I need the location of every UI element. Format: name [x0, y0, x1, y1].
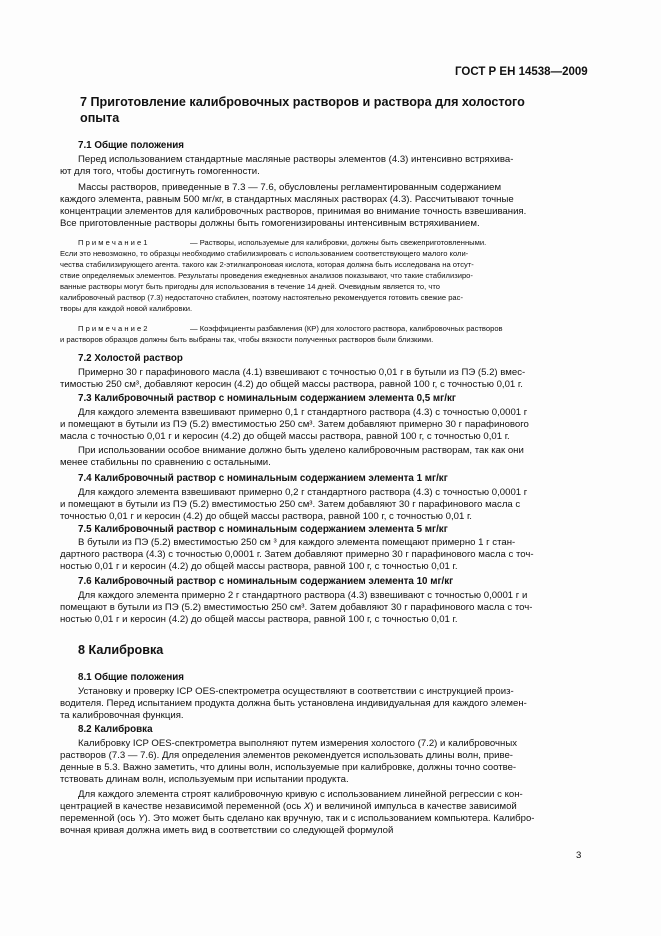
note-1-label: П р и м е ч а н и е 1: [78, 238, 148, 247]
note-2-label: П р и м е ч а н и е 2: [78, 324, 148, 333]
paragraph-line: вочная кривая должна иметь вид в соответствии со следующей формулой: [60, 825, 394, 836]
heading-7-1: 7.1 Общие положения: [78, 140, 185, 151]
heading-7-4: 7.4 Калибровочный раствор с номинальным содержанием элемента 1 мг/кг: [78, 473, 448, 484]
standard-id: ГОСТ Р ЕН 14538—2009: [455, 66, 588, 78]
paragraph-line: Для каждого элемента примерно 2 г стандартного раствора (4.3) взвешивают с точностью 0,0001 г и: [78, 590, 528, 601]
heading-8-2: 8.2 Калибровка: [78, 724, 153, 735]
heading-7-5: 7.5 Калибровочный раствор с номинальным содержанием элемента 5 мг/кг: [78, 524, 448, 535]
heading-8-1: 8.1 Общие положения: [78, 672, 185, 683]
paragraph-line: [60, 813, 535, 825]
paragraph-line: Все приготовленные растворы должны быть гомогенизированы интенсивным встряхиванием.: [60, 218, 480, 229]
section-7-title-line2: опыта: [80, 111, 120, 125]
text-run: ) и величиной импульса в качестве зависимой: [310, 801, 517, 812]
text-run: ). Это может быть сделано как вручную, так и с использованием компьютера. Калибро-: [144, 813, 535, 824]
axis-x-symbol: X: [303, 801, 311, 812]
paragraph-line: Массы растворов, приведенные в 7.3 — 7.6, обусловлены регламентированным содержанием: [78, 182, 502, 193]
heading-7-3: 7.3 Калибровочный раствор с номинальным содержанием элемента 0,5 мг/кг: [78, 393, 456, 404]
paragraph-line: водителя. Перед испытанием продукта должна быть установлена индивидуальная для каждого элемен-: [60, 698, 527, 709]
paragraph-line: каждого элемента, равным 500 мг/кг, в стандартных масляных растворах (4.3). Рассчитывают точные: [60, 194, 514, 205]
note-line: ванные растворы могут быть пригодны для использования в течение 14 дней. Очевидным является то, что: [60, 282, 440, 291]
note-line: Если это невозможно, то образцы необходимо стабилизировать с использованием соответствующего малого коли-: [60, 249, 469, 258]
axis-y-symbol: Y: [138, 813, 145, 824]
paragraph-line: тствовать длинам волн, используемым при испытании продукта.: [60, 774, 349, 785]
paragraph-line: ностью 0,01 г и керосин (4.2) до общей массы раствора, равной 100 г, с точностью 0,01 г.: [60, 614, 458, 625]
paragraph-line: Для каждого элемента взвешивают примерно 0,2 г стандартного раствора (4.3) с точностью 0,0001 г: [78, 487, 528, 498]
heading-7-2: 7.2 Холостой раствор: [78, 353, 183, 364]
text-run: центрацией в качестве независимой переменной (ось: [60, 801, 304, 812]
paragraph-line: ностью 0,01 г и керосин (4.2) до общей массы раствора, равной 100 г, с точностью 0,01 г.: [60, 561, 458, 572]
paragraph-line: точностью 0,01 г и керосин (4.2) до общей массы раствора, равной 100 г, с точностью 0,01 г.: [60, 511, 472, 522]
paragraph-line: Перед использованием стандартные масляные растворы элементов (4.3) интенсивно встряхива-: [78, 154, 514, 165]
paragraph-line: Для каждого элемента строят калибровочную кривую с использованием линейной регрессии с кон-: [78, 789, 523, 800]
note-line: — Коэффициенты разбавления (КР) для холостого раствора, калибровочных растворов: [190, 324, 503, 333]
note-line: — Растворы, используемые для калибровки, должны быть свежеприготовленными.: [190, 238, 487, 247]
paragraph-line: менее стабильны по сравнению с остальными.: [60, 457, 271, 468]
paragraph-line: и помещают в бутыли из ПЭ (5.2) вместимостью 250 см³. Затем добавляют 30 г парафинового масла с: [60, 499, 521, 510]
paragraph-line: дартного раствора (4.3) с точностью 0,0001 г. Затем добавляют примерно 30 г парафинового масла с точ-: [60, 549, 534, 560]
section-7-title-line1: 7 Приготовление калибровочных растворов и раствора для холостого: [80, 95, 525, 109]
note-line: творы для каждой новой калибровки.: [60, 304, 193, 313]
paragraph-line: Примерно 30 г парафинового масла (4.1) взвешивают с точностью 0,01 г в бутыли из ПЭ (5.2) вмес-: [78, 367, 526, 378]
paragraph-line: В бутыли из ПЭ (5.2) вместимостью 250 см ³ для каждого элемента помещают примерно 1 г стан-: [78, 537, 516, 548]
page-number: 3: [576, 850, 582, 861]
paragraph-line: При использовании особое внимание должно быть уделено калибровочным растворам, так как они: [78, 445, 524, 456]
note-line: и растворов образцов должны быть выбраны так, чтобы вязкости полученных растворов были близкими.: [60, 335, 434, 344]
paragraph-line: Установку и проверку ICP OES-спектрометра осуществляют в соответствии с инструкцией произ-: [78, 686, 514, 697]
paragraph-line: денные в 5.3. Важно заметить, что длины волн, используемые при калибровке, должны точно соотве-: [60, 762, 517, 773]
note-line: калибровочный раствор (7.3) недостаточно стабилен, поэтому настоятельно рекомендуется готовить свежие рас-: [60, 293, 463, 302]
section-8-title: 8 Калибровка: [78, 643, 164, 657]
heading-7-6: 7.6 Калибровочный раствор с номинальным содержанием элемента 10 мг/кг: [78, 576, 454, 587]
paragraph-line: Для каждого элемента взвешивают примерно 0,1 г стандартного раствора (4.3) с точностью 0,0001 г: [78, 407, 528, 418]
paragraph-line: та калибровочная функция.: [60, 710, 184, 721]
note-line: чества стабилизирующего агента. такого как 2-этилкапроновая кислота, которая должна быть исследована на отсут-: [60, 260, 474, 269]
paragraph-line: [60, 801, 517, 813]
paragraph-line: масла с точностью 0,01 г и керосин (4.2) до общей массы раствора, равной 100 г, с точностью 0,01 г.: [60, 431, 510, 442]
paragraph-line: и помещают в бутыли из ПЭ (5.2) вместимостью 250 см³. Затем добавляют примерно 30 г парафинового: [60, 419, 529, 430]
paragraph-line: помещают в бутыли из ПЭ (5.2) вместимостью 250 см³. Затем добавляют 30 г парафинового масла с точ-: [60, 602, 533, 613]
paragraph-line: Калибровку ICP OES-спектрометра выполняют путем измерения холостого (7.2) и калибровочных: [78, 738, 518, 749]
paragraph-line: ют для того, чтобы достигнуть гомогенности.: [60, 166, 260, 177]
text-run: переменной (ось: [60, 813, 139, 824]
paragraph-line: растворов (7.3 — 7.6). Для определения элементов рекомендуется использовать длины волн, приве-: [60, 750, 514, 761]
paragraph-line: концентрации элементов для калибровочных растворов, принимая во внимание точность взвешивания.: [60, 206, 527, 217]
paragraph-line: тимостью 250 см³, добавляют керосин (4.2) до общей массы раствора, равной 100 г, с точностью 0,01 г.: [60, 379, 523, 390]
note-line: ствие определяемых элементов. Результаты проведения ежедневных анализов показывают, что такие стабилизиро-: [60, 271, 473, 280]
